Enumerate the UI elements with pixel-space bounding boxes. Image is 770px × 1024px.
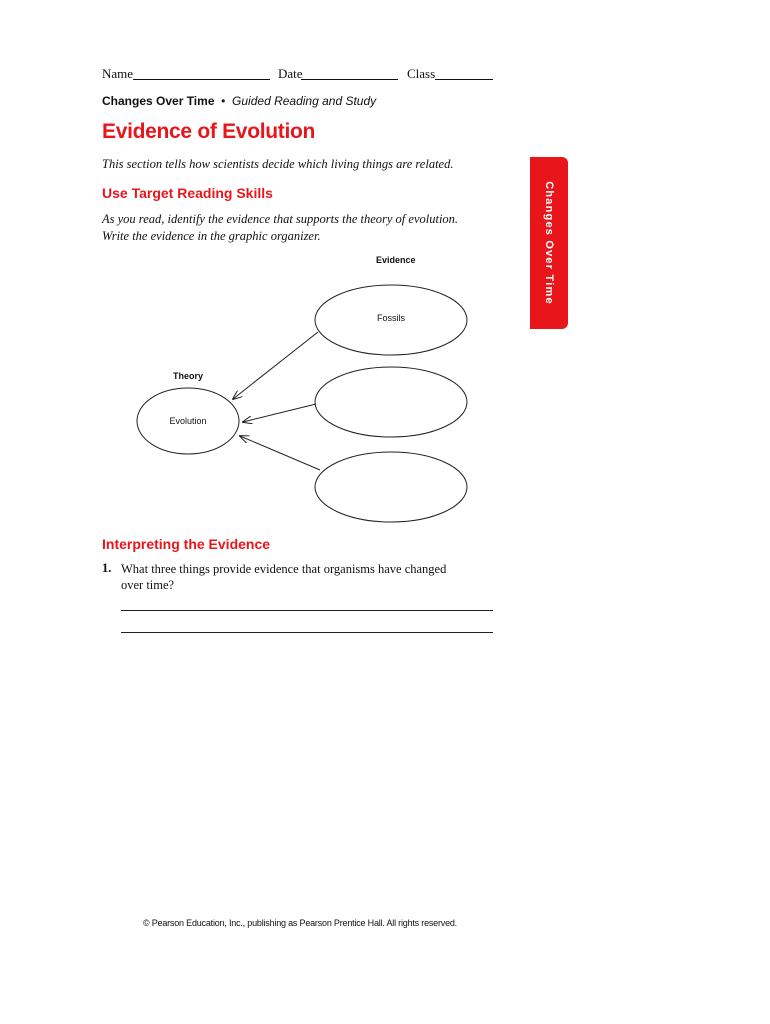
name-label: Name [102, 66, 134, 81]
evidence-item-1: Fossils [376, 313, 405, 323]
theory-value: Evolution [169, 416, 207, 426]
evidence-bubble-2[interactable] [315, 367, 467, 437]
interpreting-heading: Interpreting the Evidence [102, 536, 271, 552]
answer-line-1[interactable] [121, 610, 493, 611]
theory-label: Theory [173, 371, 204, 381]
copyright-footer: © Pearson Education, Inc., publishing as Pearson Prentice Hall. All rights reserved. [142, 918, 457, 928]
evidence-bubble-3[interactable] [315, 452, 467, 522]
page-title: Evidence of Evolution [102, 120, 316, 143]
target-skills-instructions: As you read, identify the evidence that supports the theory of evolution. Write the evidence in the graphic organizer. [102, 212, 459, 243]
arrow-1 [233, 332, 318, 399]
class-label: Class [407, 66, 436, 81]
chapter-name: Changes Over Time [102, 94, 215, 108]
date-label: Date [278, 66, 303, 81]
arrow-2 [243, 404, 316, 422]
target-skills-heading: Use Target Reading Skills [102, 185, 273, 201]
answer-line-2[interactable] [121, 632, 493, 633]
evidence-label: Evidence [376, 255, 416, 265]
arrow-3 [240, 436, 320, 470]
series-name: Guided Reading and Study [232, 94, 377, 108]
question-number: 1. [102, 561, 112, 575]
bullet-separator: • [221, 94, 226, 108]
intro-text: This section tells how scientists decide which living things are related. [102, 157, 454, 171]
side-tab-label: Changes Over Time [543, 181, 555, 305]
question-text: What three things provide evidence that organisms have changed over time? [121, 562, 447, 592]
